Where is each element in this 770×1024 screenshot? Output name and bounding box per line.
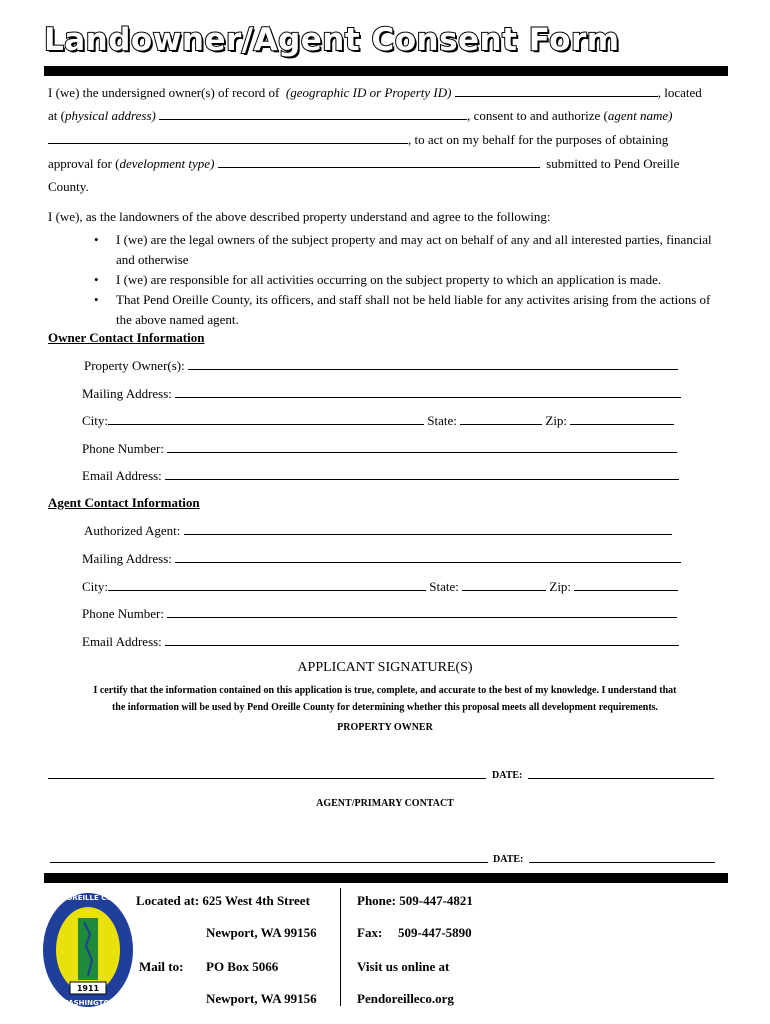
agent-mailing-row: Mailing Address: [82, 550, 681, 567]
development-type-field[interactable] [218, 155, 540, 168]
footer-phone: Phone: 509-447-4821 [357, 893, 473, 908]
footer-city-2: Newport, WA 99156 [206, 991, 317, 1006]
physical-address-field[interactable] [159, 107, 467, 120]
agent-phone-row: Phone Number: [82, 605, 677, 622]
certify-line-2: the information will be used by Pend Oreille County for determining whether this proposal meets all development requirements. [111, 702, 659, 713]
agent-phone-field[interactable] [167, 605, 677, 618]
footer-visit: Visit us online at [357, 959, 450, 974]
county-logo [40, 890, 136, 1010]
owner-name-field[interactable] [188, 357, 678, 370]
svg-text:PEND OREILLE COUNTY: PEND OREILLE COUNTY [42, 894, 134, 902]
owner-phone-row: Phone Number: [82, 440, 677, 457]
owner-email-field[interactable] [165, 467, 679, 480]
intro-line-1: I (we) the undersigned owner(s) of record of (geographic ID or Property ID) , located [48, 85, 702, 100]
intro-line-2: at (physical address) , consent to and authorize (agent name) [48, 108, 673, 123]
property-id-field[interactable] [455, 84, 658, 97]
agent-zip-field[interactable] [574, 578, 678, 591]
agent-date-label: DATE: [493, 854, 524, 865]
footer-city-1: Newport, WA 99156 [206, 925, 317, 940]
agent-name-row: Authorized Agent: [84, 522, 672, 539]
agent-date-field[interactable] [529, 850, 715, 863]
list-item: • That Pend Oreille County, its officers, and staff shall not be held liable for any activites arising from the actions of the above named agent. [94, 290, 714, 330]
agreement-list [94, 230, 714, 330]
footer-separator [340, 888, 341, 1006]
owner-signature-field[interactable] [48, 766, 486, 779]
owner-city-row: City: State: Zip: [82, 412, 674, 429]
signatures-heading: APPLICANT SIGNATURE(S) [297, 660, 473, 675]
owner-zip-field[interactable] [570, 412, 674, 425]
owner-city-field[interactable] [108, 412, 424, 425]
owner-date-label: DATE: [492, 770, 523, 781]
owner-section-heading: Owner Contact Information [48, 330, 205, 345]
footer-divider [44, 873, 728, 883]
owner-mailing-row: Mailing Address: [82, 385, 681, 402]
agent-signature-field[interactable] [50, 850, 488, 863]
intro-line-3: , to act on my behalf for the purposes of obtaining [48, 131, 668, 148]
certify-line-1: I certify that the information contained on this application is true, complete, and accurate to the best of my knowledge. I understand that [93, 685, 677, 696]
agent-city-row: City: State: Zip: [82, 578, 678, 595]
owner-mailing-field[interactable] [175, 385, 681, 398]
owner-phone-field[interactable] [167, 440, 677, 453]
owner-name-row: Property Owner(s): [84, 357, 678, 374]
property-owner-label: PROPERTY OWNER [337, 722, 433, 733]
list-item: • I (we) are the legal owners of the subject property and may act on behalf of any and all interested parties, financial and otherwise [94, 230, 714, 270]
agent-email-field[interactable] [165, 633, 679, 646]
agent-city-field[interactable] [108, 578, 426, 591]
footer-fax-label: Fax: [357, 925, 383, 940]
agent-email-row: Email Address: [82, 633, 679, 650]
footer-location: Located at: 625 West 4th Street [136, 893, 310, 908]
agent-state-field[interactable] [462, 578, 546, 591]
owner-state-field[interactable] [460, 412, 542, 425]
footer-website[interactable]: Pendoreilleco.org [357, 991, 454, 1006]
agent-name-contact-field[interactable] [184, 522, 672, 535]
owner-date-field[interactable] [528, 766, 714, 779]
agent-section-heading: Agent Contact Information [48, 495, 200, 510]
svg-text:WASHINGTON: WASHINGTON [60, 999, 116, 1007]
svg-text:1911: 1911 [76, 984, 100, 993]
form-title: Landowner/Agent Consent Form [44, 22, 620, 58]
intro-line-5: County. [48, 179, 89, 194]
list-item: • I (we) are responsible for all activities occurring on the subject property to which an application is made. [94, 270, 714, 290]
agent-mailing-field[interactable] [175, 550, 681, 563]
footer-fax: 509-447-5890 [398, 925, 472, 940]
agent-contact-label: AGENT/PRIMARY CONTACT [316, 798, 454, 809]
footer-mail-label: Mail to: [139, 959, 184, 974]
agreement-intro: I (we), as the landowners of the above described property understand and agree to the following: [48, 209, 551, 224]
agent-name-field[interactable] [48, 131, 408, 144]
owner-email-row: Email Address: [82, 467, 679, 484]
intro-line-4: approval for (development type) submitted to Pend Oreille [48, 156, 680, 171]
footer-po-box: PO Box 5066 [206, 959, 279, 974]
title-divider [44, 66, 728, 76]
